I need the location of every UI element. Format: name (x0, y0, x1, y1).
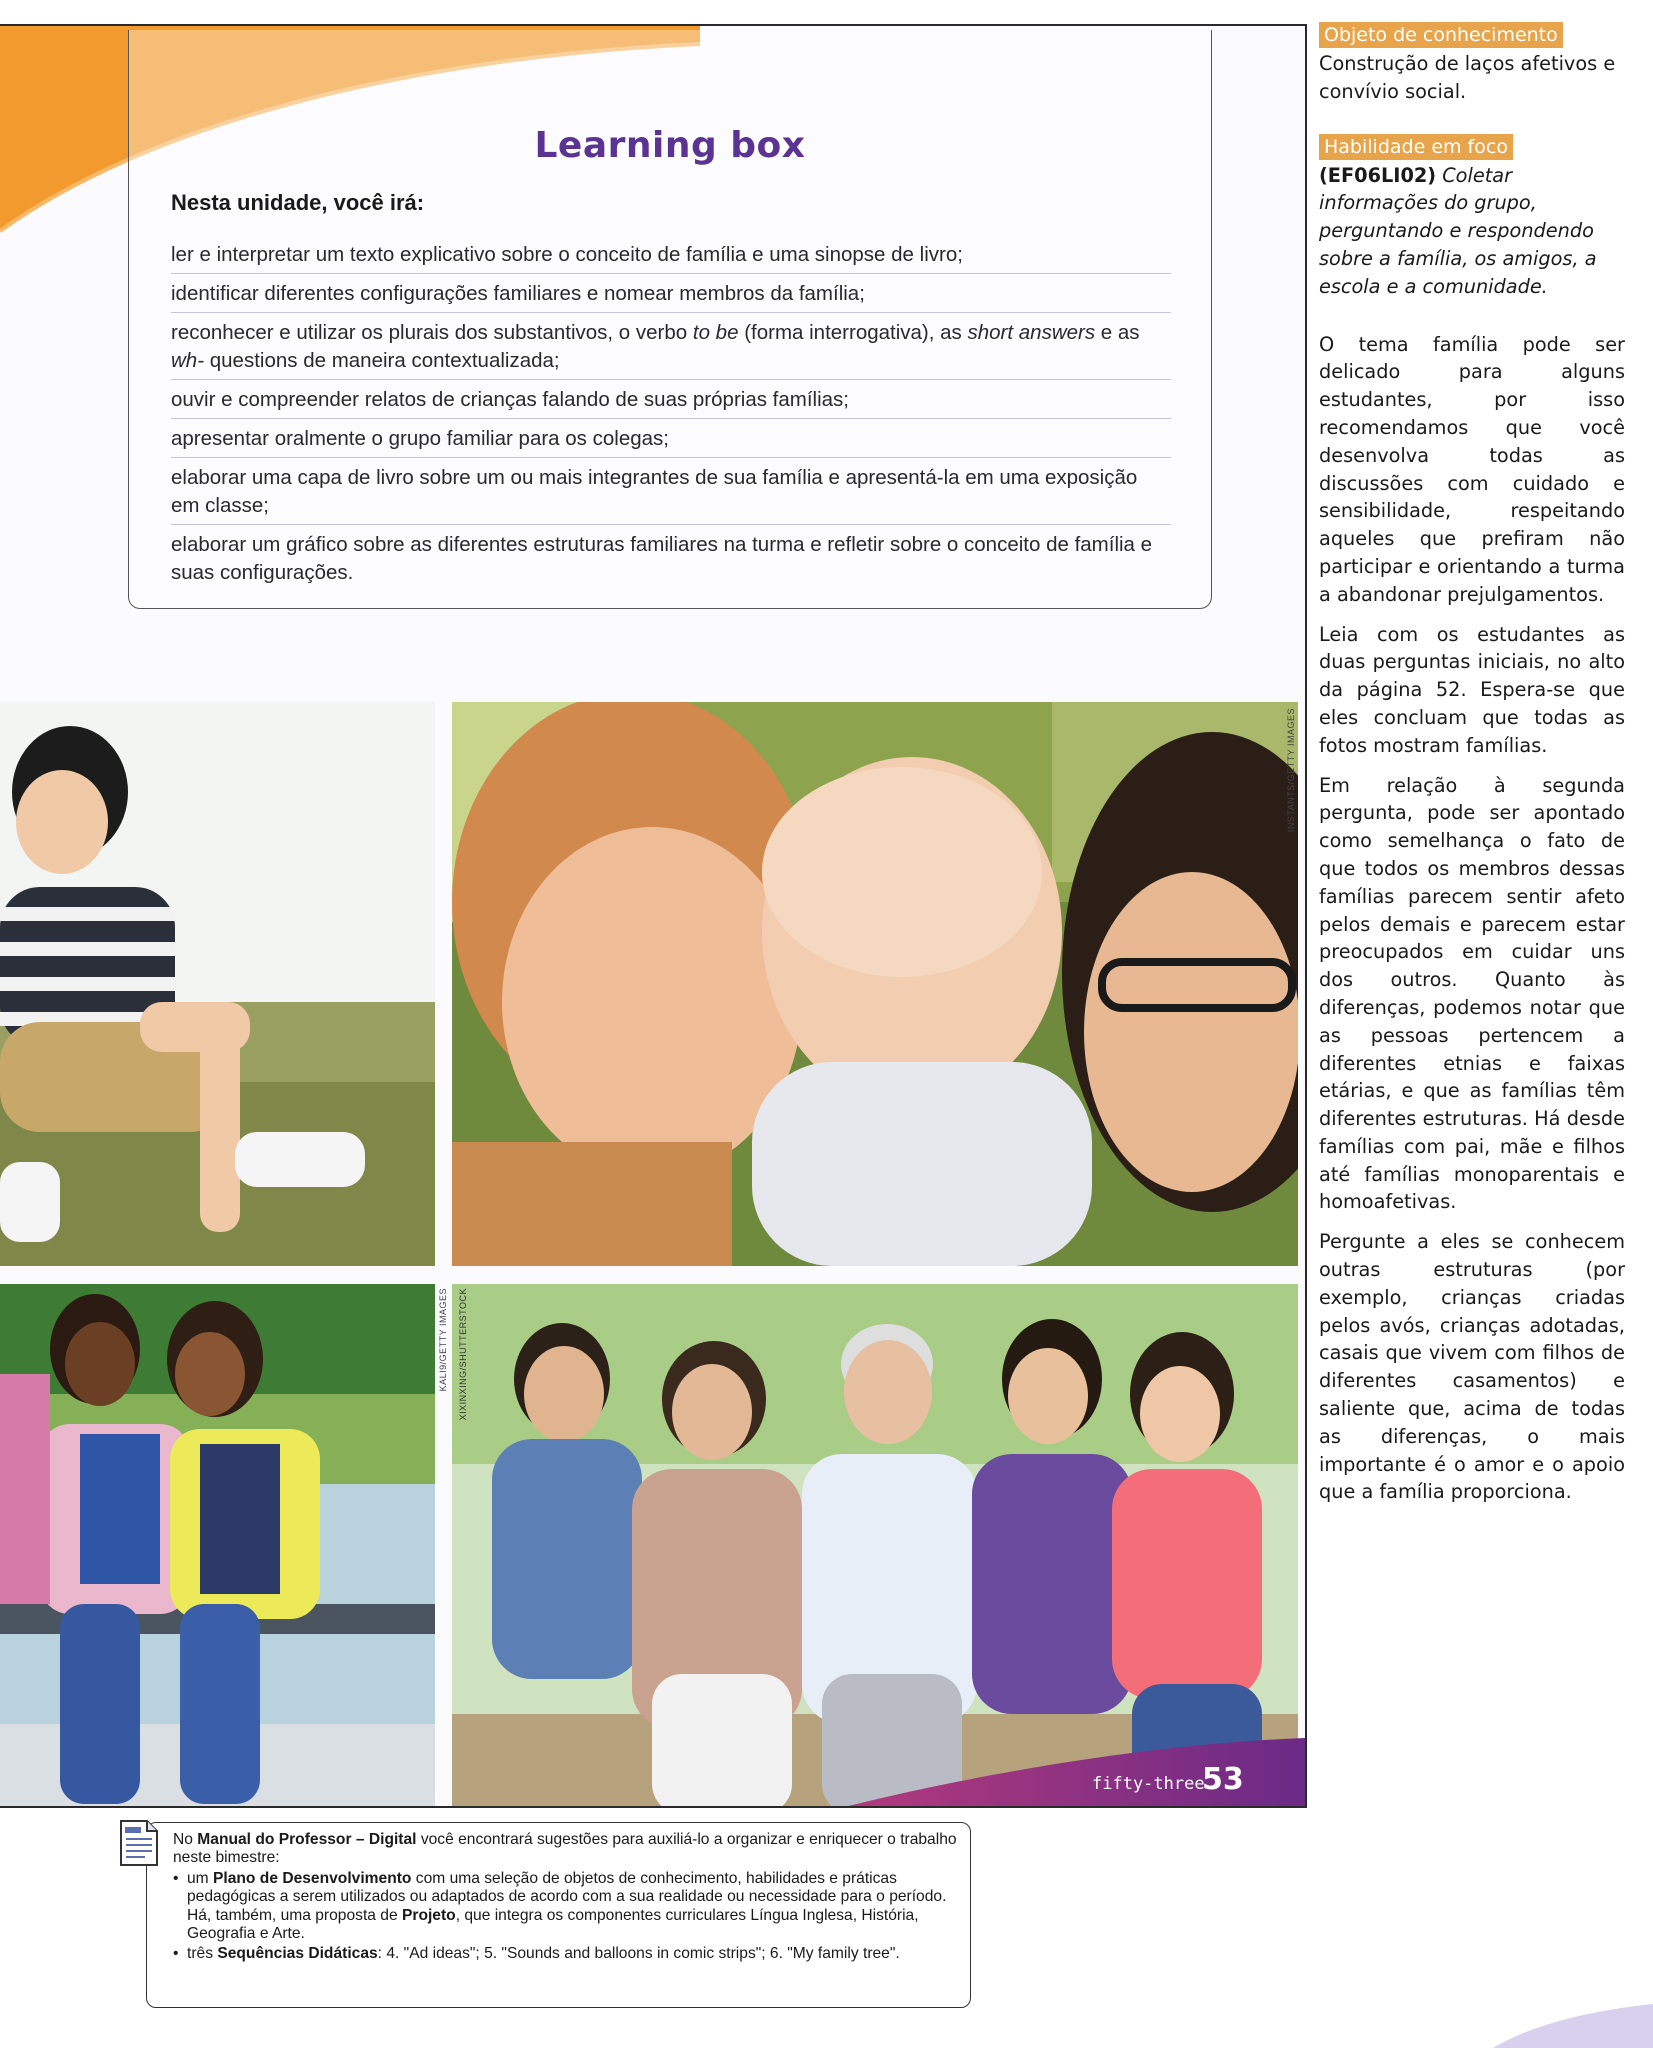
manual-note-content (173, 1831, 963, 1964)
photo-boy-sitting (0, 702, 435, 1266)
learning-box-intro: Nesta unidade, você irá: (171, 190, 425, 215)
sidebar-paragraph: Pergunte a eles se conhecem outras estruturas (por exemplo, crianças criadas pelos avós, crianças adotadas, casais que vivem com filhos de diferentes casamentos) e saliente que, acima de todas as diferenças, o mais importante é o amor e o apoio que a família proporciona. (1319, 1230, 1625, 1504)
sidebar-paragraph: Leia com os estudantes as duas perguntas iniciais, no alto da página 52. Espera-se que eles concluam que todas as fotos mostram famílias. (1319, 622, 1625, 757)
manual-list (173, 1870, 963, 1964)
objective-item: ouvir e compreender relatos de crianças falando de suas próprias famílias; (171, 380, 1171, 419)
photo-credit-kali9: KALI9/GETTY IMAGES (438, 1288, 448, 1392)
photo-credit-xixinxing: XIXINXING/SHUTTERSTOCK (458, 1288, 468, 1421)
photo-women-on-bench (0, 1284, 435, 1808)
habilidade-text (1319, 162, 1625, 301)
teacher-sidebar (1319, 22, 1625, 1518)
manual-intro: No Manual do Professor – Digital você encontrará sugestões para auxiliá-lo a organizar e enriquecer o trabalho neste bimestre: (173, 1831, 957, 1867)
habilidade-description: Coletar informações do grupo, perguntando e respondendo sobre a família, os amigos, a escola e a comunidade. (1319, 163, 1597, 298)
habilidade-code: (EF06LI02) (1319, 163, 1437, 187)
page-number-words: fifty-three (1092, 1774, 1205, 1794)
objective-item: identificar diferentes configurações familiares e nomear membros da família; (171, 274, 1171, 313)
photo-credit-instants: INSTANTS/GETTY IMAGES (1286, 708, 1296, 833)
objeto-label: Objeto de conhecimento (1319, 22, 1563, 48)
objective-item: elaborar um gráfico sobre as diferentes estruturas familiares na turma e refletir sobre o conceito de família e suas configurações. (171, 533, 1153, 584)
page-number: 53 (1202, 1762, 1244, 1797)
objective-item: apresentar oralmente o grupo familiar para os colegas; (171, 419, 1171, 458)
manual-list-item: • um Plano de Desenvolvimento com uma seleção de objetos de conhecimento, habilidades e práticas pedagógicas a serem utilizados ou adaptados de acordo com a sua realidade ou necessidade para o período. Há, também, uma proposta de Projeto, que integra os componentes curriculares Língua Inglesa, História, Geografia e Arte. (173, 1870, 963, 1944)
manual-list-item: • três Sequências Didáticas: 4. "Ad ideas"; 5. "Sounds and balloons in comic strips"; 6. "My family tree". (173, 1945, 963, 1963)
objective-item: ler e interpretar um texto explicativo sobre o conceito de família e uma sinopse de livro; (171, 235, 1171, 274)
learning-objectives-list (171, 235, 1171, 591)
habilidade-label: Habilidade em foco (1319, 134, 1513, 160)
sidebar-paragraph: Em relação à segunda pergunta, pode ser apontado como semelhança o fato de que todos os membros dessas famílias parecem sentir afeto pelos demais e parecem estar preocupados em cuidar uns dos outros. Quanto às diferenças, podemos notar que as pessoas pertencem a diferentes etnias e faixas etárias, e que as famílias têm diferentes estruturas. Há desde famílias com pai, mãe e filhos até famílias monoparentais e homoafetivas. (1319, 773, 1625, 1214)
photo-multigenerational-family (452, 1284, 1298, 1808)
document-icon (119, 1819, 159, 1867)
corner-decoration (1493, 2004, 1653, 2048)
student-page (0, 24, 1307, 1808)
photo-women-with-baby (452, 702, 1298, 1266)
objective-item: elaborar uma capa de livro sobre um ou mais integrantes de sua família e apresentá-la em uma exposição em classe; (171, 458, 1171, 525)
objeto-text: Construção de laços afetivos e convívio social. (1319, 52, 1616, 103)
objective-item: reconhecer e utilizar os plurais dos substantivos, o verbo to be (forma interrogativa), as short answers e as wh- questions de maneira contextualizada; (171, 313, 1171, 380)
sidebar-paragraph: O tema família pode ser delicado para alguns estudantes, por isso recomendamos que você desenvolva todas as discussões com cuidado e sensibilidade, respeitando aqueles que prefiram não participar e orientando a turma a abandonar prejulgamentos. (1319, 332, 1625, 606)
manual-title: Manual do Professor – Digital (197, 1831, 417, 1848)
learning-box-title: Learning box (534, 125, 806, 166)
manual-note-box (146, 1822, 971, 2008)
learning-box (128, 30, 1212, 609)
